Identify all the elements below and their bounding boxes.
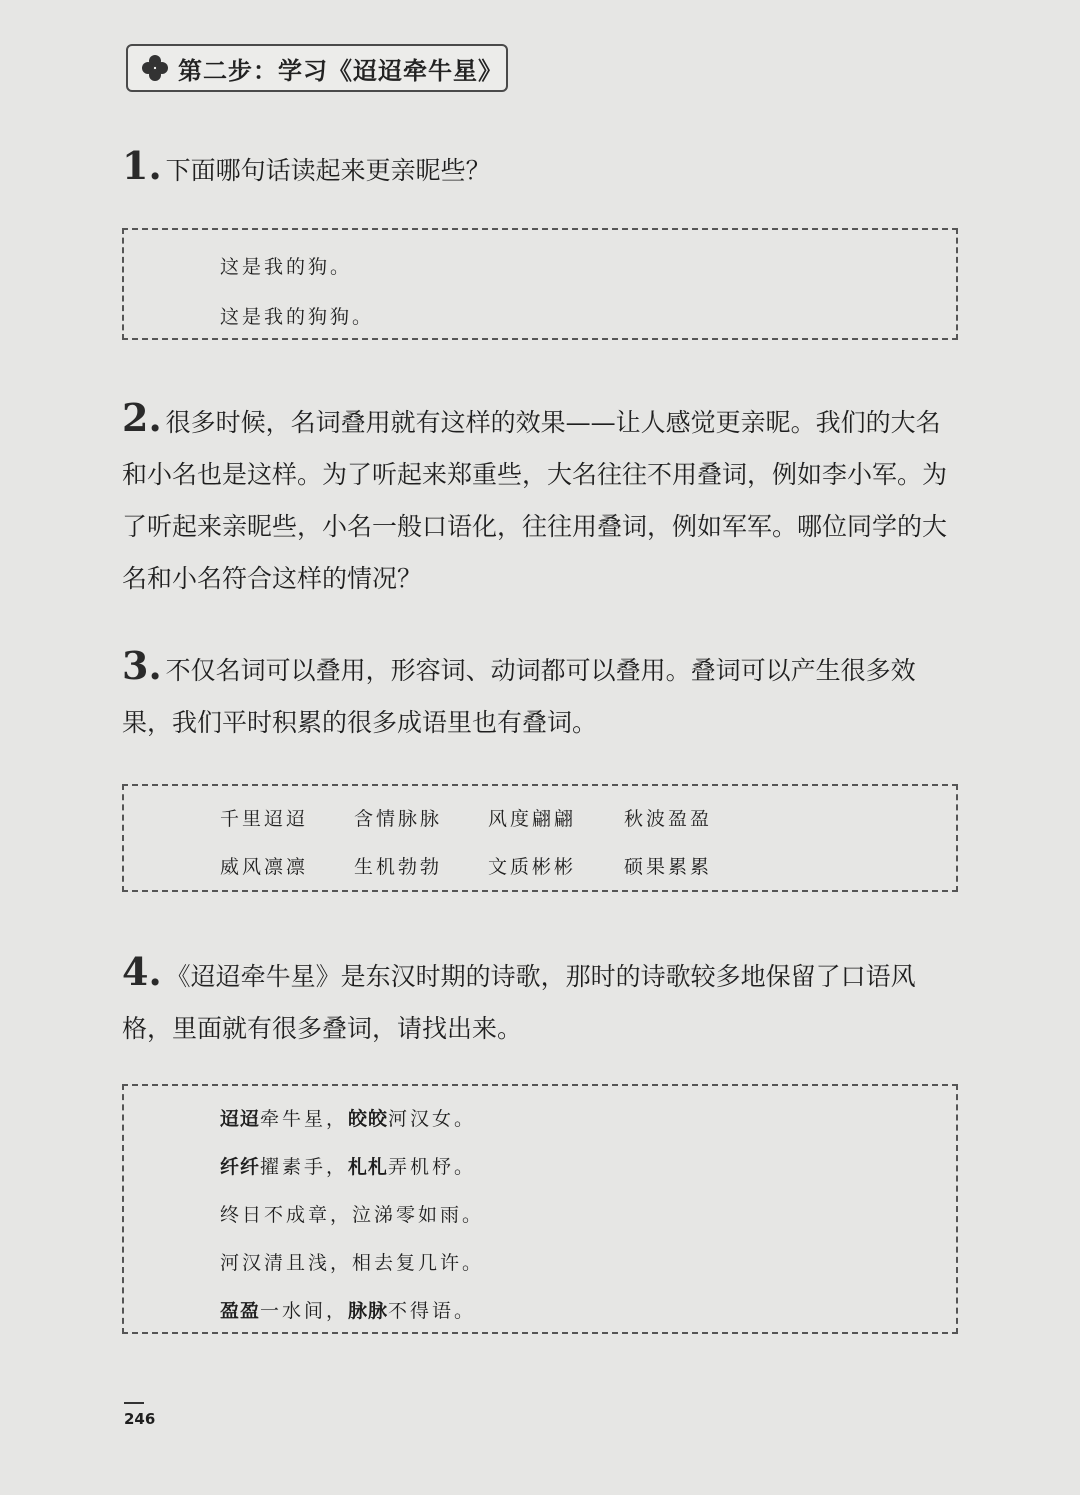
idiom: 千里迢迢 [220, 808, 309, 830]
question-number: 1. [122, 143, 162, 188]
question-3 [122, 640, 958, 749]
idiom: 风度翩翩 [488, 808, 577, 830]
question-text: 下面哪句话读起来更亲昵些？ [165, 156, 491, 185]
poem-line: 河汉清且浅，相去复几许。 [220, 1252, 485, 1274]
section-title: 第二步：学习《迢迢牵牛星》 [178, 56, 503, 85]
poem-line: 盈盈一水间，脉脉不得语。 [220, 1300, 477, 1322]
poem-line: 迢迢牵牛星，皎皎河汉女。 [220, 1108, 477, 1130]
question-number: 4. [122, 949, 162, 994]
poem-box [122, 1084, 958, 1334]
poem-line: 纤纤擢素手，札札弄机杼。 [220, 1156, 477, 1178]
question-number: 3. [122, 643, 162, 688]
clover-icon [142, 55, 168, 81]
idioms-box [122, 784, 958, 892]
idiom: 生机勃勃 [354, 856, 443, 878]
section-header [126, 44, 508, 92]
idiom: 硕果累累 [624, 856, 713, 878]
option-line: 这是我的狗。 [220, 256, 353, 278]
question-number: 2. [122, 395, 162, 440]
question-2 [122, 392, 958, 605]
idiom: 含情脉脉 [354, 808, 443, 830]
question-1 [122, 140, 958, 197]
idiom: 文质彬彬 [488, 856, 577, 878]
question-text: 不仅名词可以叠用，形容词、动词都可以叠用。叠词可以产生很多效果，我们平时积累的很多成语里也有叠词。 [122, 656, 916, 737]
idiom: 威风凛凛 [220, 856, 309, 878]
page-number: 246 [124, 1410, 156, 1428]
question-text: 很多时候，名词叠用就有这样的效果——让人感觉更亲昵。我们的大名和小名也是这样。为了听起来郑重些，大名往往不用叠词，例如李小军。为了听起来亲昵些，小名一般口语化，往往用叠词，例如军军。哪位同学的大名和小名符合这样的情况？ [122, 408, 948, 593]
options-box [122, 228, 958, 340]
question-4 [122, 946, 958, 1055]
poem-line: 终日不成章，泣涕零如雨。 [220, 1204, 485, 1226]
option-line: 这是我的狗狗。 [220, 306, 375, 328]
question-text: 《迢迢牵牛星》是东汉时期的诗歌，那时的诗歌较多地保留了口语风格，里面就有很多叠词，请找出来。 [122, 962, 916, 1043]
idiom: 秋波盈盈 [624, 808, 713, 830]
